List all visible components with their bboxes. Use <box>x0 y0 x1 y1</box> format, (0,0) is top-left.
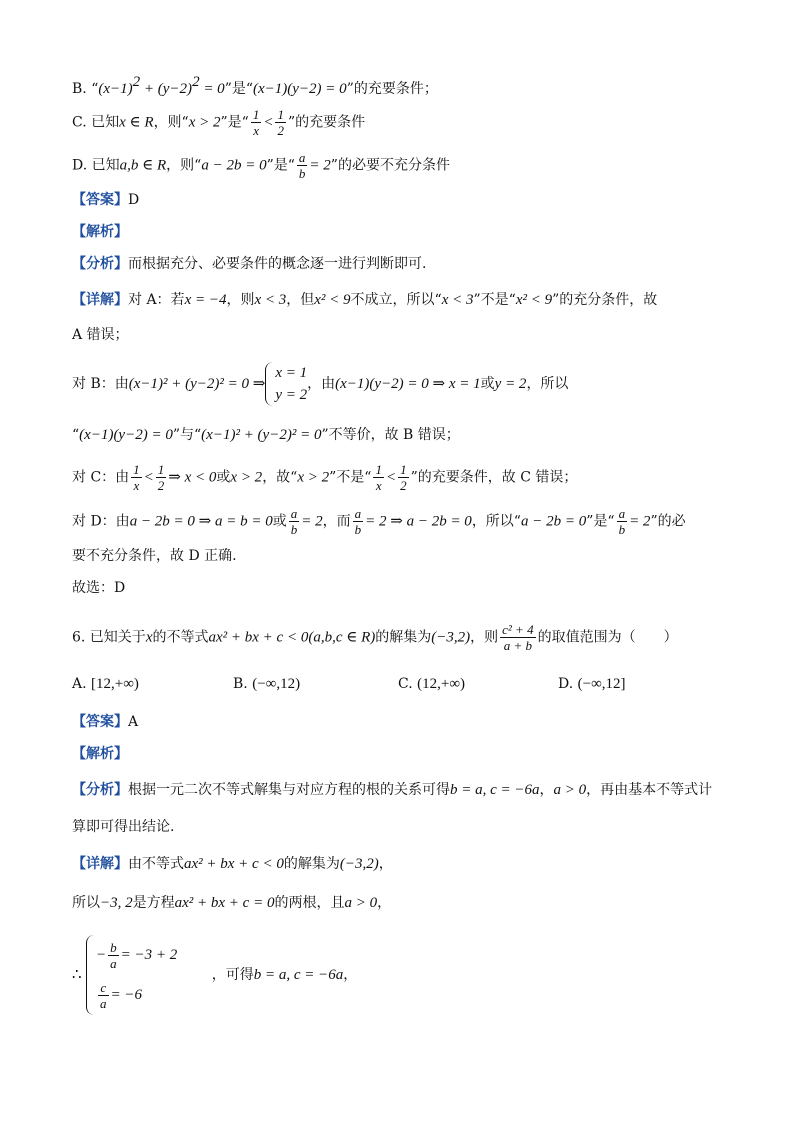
option-b: B. “$(x-1)^2 + (y-2)^2 = 0$”是“(x−1)(y−2) = 0”的充要条件； <box>72 74 438 97</box>
answer-1: 【答案】D <box>72 192 140 208</box>
fraction: $\frac{1}{x}$ <box>252 107 260 138</box>
detail-2: 【详解】由不等式ax² + bx + c < 0的解集为(−3,2)， <box>72 856 393 872</box>
fenxi-1: 【分析】而根据充分、必要条件的概念逐一进行判断即可. <box>72 256 427 272</box>
detail-a: 【详解】对 A：若x = −4，则x < 3，但x² < 9不成立，所以“x < 3”不是“x² < 9”的充分条件，故 <box>72 292 658 308</box>
math: (x−1) <box>98 81 133 97</box>
detail-d: 对 D：由a − 2b = 0 ⇒ a = b = 0或 $\frac{a}{b}$ = 2，而 $\frac{a}{b}$ = 2 ⇒ a − 2b = 0，所以“a − 2b = 0”是“ $\frac{a}{b}$ = 2”的必 <box>72 506 686 537</box>
q6-option-b: B. (−∞,12) <box>233 676 301 692</box>
fenxi-2: 【分析】根据一元二次不等式解集与对应方程的根的关系可得b = a, c = −6a，a > 0，再由基本不等式计 <box>72 782 713 798</box>
q6-option-a: A. [12,+∞) <box>72 676 139 692</box>
q6-option-c: C. (12,+∞) <box>398 676 466 692</box>
question-6: 6. 已知关于x的不等式ax² + bx + c < 0(a,b,c ∈ R)的解集为(−3,2)，则 $\frac{\text{c² + 4}}{a + b}$ 的取值范围为（ ） <box>72 622 678 653</box>
equation-system: x = 1 y = 2 <box>265 362 307 406</box>
detail-b: 对 B：由(x−1)² + (y−2)² = 0 ⇒ x = 1 y = 2 ，由(x−1)(y−2) = 0 ⇒ x = 1或y = 2，所以 <box>72 362 568 406</box>
detail-a-cont: A 错误； <box>72 327 129 343</box>
fraction: $\frac{1}{2}$ <box>277 107 284 138</box>
q6-option-d: D. (−∞,12] <box>558 676 626 692</box>
analysis-2: 【解析】 <box>72 746 128 762</box>
detail-d-cont: 要不充分条件，故 D 正确. <box>72 548 237 564</box>
answer-2: 【答案】A <box>72 714 139 730</box>
detail-2c: ∴ − $\frac{b}{a}$ = −3 + 2 $\frac{c}{a}$ = −6 ，可得b = a, c = −6a， <box>72 935 357 1015</box>
fraction: $\frac{\text{c² + 4}}{a + b}$ <box>502 622 534 653</box>
detail-b-cont: “(x−1)(y−2) = 0”与“(x−1)² + (y−2)² = 0”不等价，故 B 错误； <box>72 427 460 443</box>
analysis-1: 【解析】 <box>72 224 128 240</box>
fenxi-2-cont: 算即可得出结论. <box>72 819 175 835</box>
option-d: D. 已知a,b ∈ R，则“a − 2b = 0”是“ $\frac{a}{b}$ = 2”的必要不充分条件 <box>72 150 450 181</box>
detail-c: 对 C：由 $\frac{1}{x}$ < $\frac{1}{2}$ ⇒ x < 0或x > 2，故“x > 2”不是“ $\frac{1}{x}$ < $\frac{1}{2}$ ”的充要条件，故 C 错误； <box>72 462 578 493</box>
equation-system: − $\frac{b}{a}$ = −3 + 2 $\frac{c}{a}$ = −6 <box>86 935 177 1015</box>
option-c: C. 已知x ∈ R，则“x > 2”是“ $\frac{1}{x}$ < $\frac{1}{2}$ ”的充要条件 <box>72 107 366 138</box>
fraction: $\frac{a}{b}$ <box>298 150 306 181</box>
detail-2b: 所以−3, 2是方程ax² + bx + c = 0的两根，且a > 0， <box>72 895 392 911</box>
choose-1: 故选：D <box>72 580 126 596</box>
